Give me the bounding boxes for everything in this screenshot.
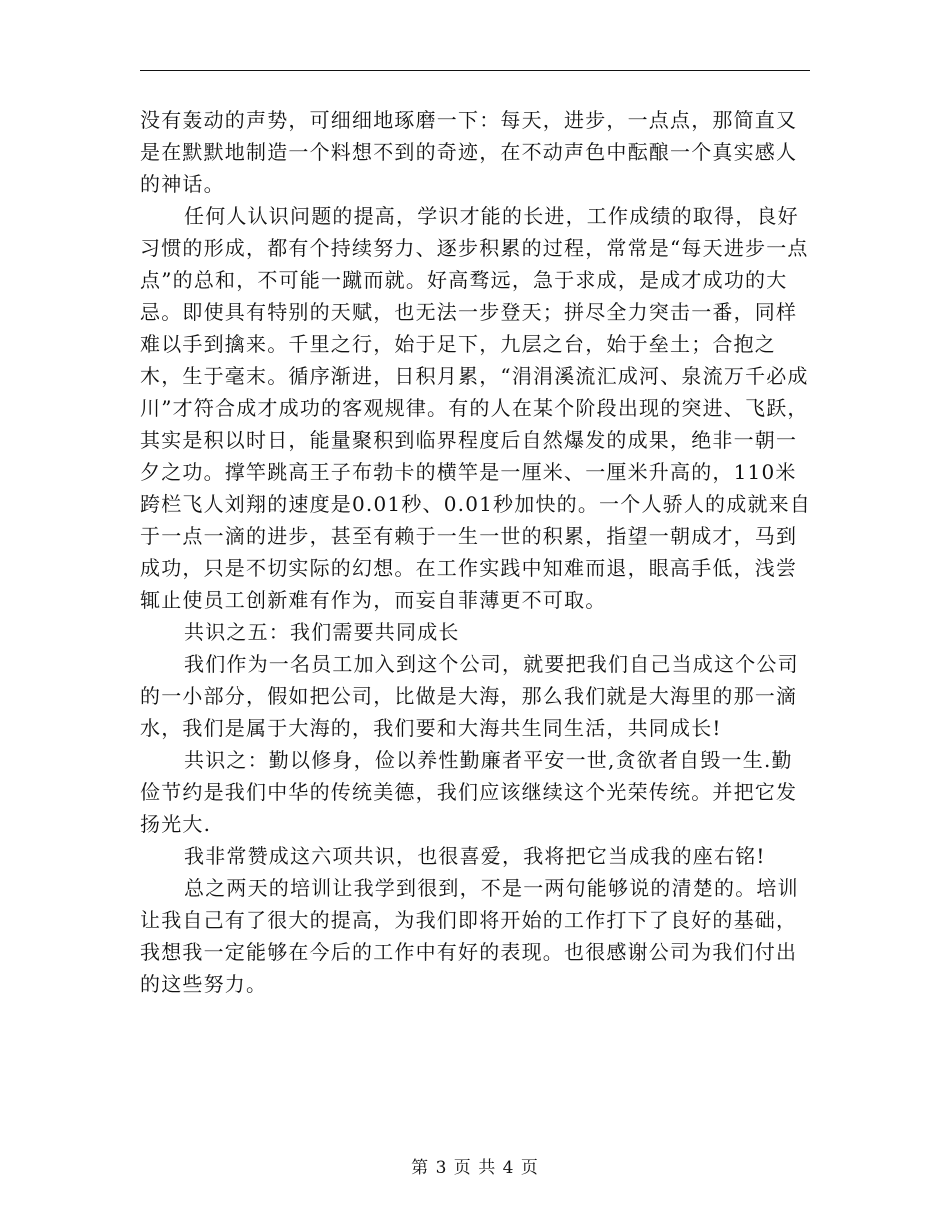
- paragraph-3-heading: 共识之五：我们需要共同成长: [184, 620, 460, 644]
- document-body: [140, 104, 812, 1000]
- paragraph-1: 没有轰动的声势，可细细地琢磨一下：每天，进步，一点点，那简直又是在默默地制造一个料想不到的奇迹，在不动声色中酝酿一个真实感人的神话。: [140, 108, 798, 196]
- paragraph-4: 我们作为一名员工加入到这个公司，就要把我们自己当成这个公司的一小部分，假如把公司，比做是大海，那么我们就是大海里的那一滴水，我们是属于大海的，我们要和大海共生同生活，共同成长!: [140, 652, 799, 740]
- paragraph-7: 总之两天的培训让我学到很到，不是一两句能够说的清楚的。培训让我自己有了很大的提高，为我们即将开始的工作打下了良好的基础，我想我一定能够在今后的工作中有好的表现。也很感谢公司为我们付出的这些努力。: [140, 876, 799, 996]
- page-number-footer: 第 3 页 共 4 页: [411, 1158, 539, 1178]
- paragraph-2: 任何人认识问题的提高，学识才能的长进，工作成绩的取得，良好习惯的形成，都有个持续努力、逐步积累的过程，常常是“每天进步一点点”的总和，不可能一蹴而就。好高骛远，急于求成，是成才成功的大忌。即使具有特别的天赋，也无法一步登天；拼尽全力突击一番，同样难以手到擒来。千里之行，始于足下，九层之台，始于垒土；合抱之木，生于毫末。循序渐进，日积月累，“涓涓溪流汇成河、泉流万千必成川”才符合成才成功的客观规律。有的人在某个阶段出现的突进、飞跃，其实是积以时日，能量聚积到临界程度后自然爆发的成果，绝非一朝一夕之功。撑竿跳高王子布勃卡的横竿是一厘米、一厘米升高的，110米跨栏飞人刘翔的速度是0.01秒、0.01秒加快的。一个人骄人的成就来自于一点一滴的进步，甚至有赖于一生一世的积累，指望一朝成才，马到成功，只是不切实际的幻想。在工作实践中知难而退，眼高手低，浅尝辄止使员工创新难有作为，而妄自菲薄更不可取。: [140, 204, 812, 612]
- header-rule: [140, 70, 810, 71]
- paragraph-6: 我非常赞成这六项共识，也很喜爱，我将把它当成我的座右铭!: [184, 844, 766, 868]
- paragraph-5: 共识之：勤以修身，俭以养性勤廉者平安一世,贪欲者自毁一生.勤俭节约是我们中华的传统美德，我们应该继续这个光荣传统。并把它发扬光大.: [140, 748, 798, 836]
